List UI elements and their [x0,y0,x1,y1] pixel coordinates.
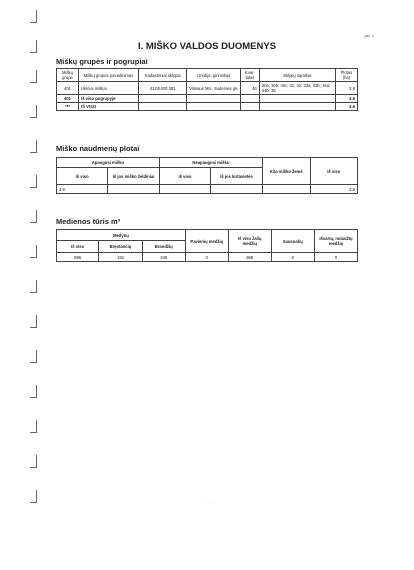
section-title-forest-groups: Miškų grupės ir pogrupiai [56,57,148,66]
cell-total-green: 986 [228,253,271,262]
table-row [57,253,358,262]
col-header: Bręstančių [99,241,142,253]
cell-area: 3.9 [335,82,357,95]
cell-single: 0 [185,253,228,262]
col-header: Neapaugusi mišku [159,158,262,168]
col-header: Plotas (ha) [335,69,357,82]
cell-group: 401 [57,82,79,95]
col-header: Miškų grupės pavadinimas [79,69,139,82]
cell-fallen: 0 [314,253,357,262]
cell-group: *** [57,103,79,111]
col-header: Iš viso [159,168,210,185]
footer-scan-mark: ············· [197,500,217,504]
col-header: Urėdija, girininkija [187,69,241,82]
col-header: Brandžių [142,241,185,253]
cell-subtotal-label: Iš viso pogrupyje [79,95,139,103]
cell-maturing: 192 [99,253,142,262]
col-header: Iš viso [57,241,99,253]
col-header: Kvar-talas [241,69,259,82]
cell-dry: 0 [271,253,314,262]
table-row [57,82,358,95]
cell-other [262,185,310,194]
wood-volume-table [56,229,358,262]
col-header: Iš viso [57,168,108,185]
col-header: Kita miško žemė [262,158,310,185]
cell-group: 401 [57,95,79,103]
land-use-table [56,157,358,194]
cell-plantations [108,185,160,194]
page-number: psl. 1 [364,33,374,38]
binder-holes [30,10,40,510]
cell-clearings [211,185,263,194]
cell-forested-total: 3.9 [57,185,108,194]
cell-total-label: IŠ VISO [79,103,139,111]
cell-mature: 348 [142,253,185,262]
col-header: Išvartų, nulaužtų medžių [314,230,357,253]
col-header: Apaugusi mišku [57,158,160,168]
table-row [57,185,358,194]
section-title-land-use: Miško naudmenų plotai [56,144,140,153]
cell-name: Ūkiniai miškai [79,82,139,95]
section-title-wood-volume: Medienos tūris m³ [56,217,121,226]
cell-area: 3.9 [335,95,357,103]
col-header: Sklypų sąrašas [259,69,335,82]
cell-plots: 30a; 30b; 30c; 31; 32; 33a; 33b; 34a; 34b; 35 [259,82,335,95]
cell-total: 3.9 [310,185,358,194]
table-header-row [57,69,358,82]
col-header: Iš jos miško želdiniai [108,168,160,185]
page-title: I. MIŠKO VALDOS DUOMENYS [137,41,277,52]
cell-unforested-total [159,185,210,194]
col-header: Medynų [57,230,186,241]
table-row [57,103,358,111]
col-header: Iš viso žalių medžių [228,230,271,253]
col-header: Miškų grupė [57,69,79,82]
cell-area: 3.9 [335,103,357,111]
col-header: Pavienių medžių [185,230,228,253]
table-row [57,95,358,103]
col-header: Sausuolių [271,230,314,253]
col-header: Iš jos kirtavietės [211,168,263,185]
forest-groups-table [56,68,358,111]
col-header: Kadastriniai sklypai [139,69,187,82]
cell-forestry: Vilniaus MU, Sudervės gir. [187,82,241,95]
col-header: Iš viso [310,158,358,185]
cell-block: 46 [241,82,259,95]
cell-cadastral: 4124/400:381 [139,82,187,95]
cell-total: 986 [57,253,99,262]
